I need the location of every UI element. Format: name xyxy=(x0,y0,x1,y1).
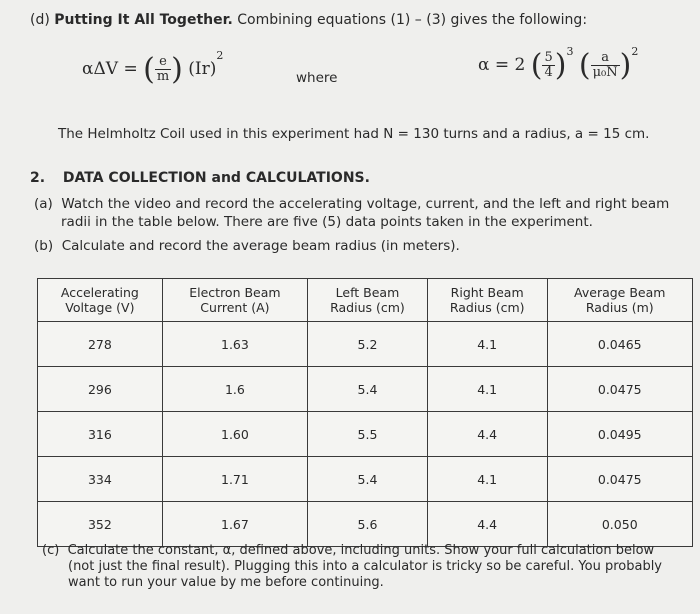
section-d-label: (d) xyxy=(30,12,50,28)
section-d-text: Combining equations (1) – (3) gives the following: xyxy=(237,12,588,28)
equation-ir: (Ir) xyxy=(188,59,217,79)
cell-voltage: 278 xyxy=(38,322,163,367)
alpha-lhs: α = 2 xyxy=(478,55,526,75)
header-current: Electron Beam Current (A) xyxy=(162,279,307,322)
section-2-title: DATA COLLECTION and CALCULATIONS. xyxy=(62,170,370,186)
table-row xyxy=(38,457,693,502)
table-row xyxy=(38,367,693,412)
cell-left-radius: 5.5 xyxy=(308,412,428,457)
coil-description: The Helmholtz Coil used in this experiment had N = 130 turns and a radius, a = 15 cm. xyxy=(58,126,650,142)
cell-average-radius: 0.0475 xyxy=(547,367,692,412)
instruction-c-line2: (not just the final result). Plugging this into a calculator is tricky so be careful. You probably xyxy=(68,559,662,574)
cell-average-radius: 0.0465 xyxy=(547,322,692,367)
table-row xyxy=(38,412,693,457)
cell-current: 1.60 xyxy=(162,412,307,457)
cell-average-radius: 0.0495 xyxy=(547,412,692,457)
cell-voltage: 316 xyxy=(38,412,163,457)
header-left-radius: Left Beam Radius (cm) xyxy=(308,279,428,322)
cell-left-radius: 5.6 xyxy=(308,502,428,547)
cell-right-radius: 4.1 xyxy=(427,457,547,502)
header-right-radius: Right Beam Radius (cm) xyxy=(427,279,547,322)
header-voltage: Accelerating Voltage (V) xyxy=(38,279,163,322)
cell-average-radius: 0.050 xyxy=(547,502,692,547)
equation-lhs: αΔV = xyxy=(82,59,138,79)
fraction-five-fourths: $\frac{5}{4}$ xyxy=(544,50,553,80)
instruction-c-line3: want to run your value by me before continuing. xyxy=(68,575,384,590)
cell-left-radius: 5.4 xyxy=(308,457,428,502)
fraction-e-over-m: $\frac{e}{m}$ xyxy=(156,54,170,84)
cell-right-radius: 4.1 xyxy=(427,322,547,367)
where-text: where xyxy=(296,70,338,86)
cell-right-radius: 4.4 xyxy=(427,502,547,547)
cell-current: 1.67 xyxy=(162,502,307,547)
cell-current: 1.63 xyxy=(162,322,307,367)
cell-voltage: 296 xyxy=(38,367,163,412)
cell-current: 1.71 xyxy=(162,457,307,502)
data-table xyxy=(37,278,693,547)
cell-right-radius: 4.1 xyxy=(427,367,547,412)
header-average-radius: Average Beam Radius (m) xyxy=(547,279,692,322)
instruction-a-cont: radii in the table below. There are five (5) data points taken in the experiment. xyxy=(61,214,593,230)
table-header-row xyxy=(38,279,693,322)
instruction-b: (b) Calculate and record the average beam radius (in meters). xyxy=(34,238,460,254)
instruction-a: (a) Watch the video and record the accelerating voltage, current, and the left and right beam xyxy=(34,196,670,212)
section-d-title: Putting It All Together. xyxy=(54,12,233,28)
section-d-heading xyxy=(30,12,587,28)
section-2-heading: 2. DATA COLLECTION and CALCULATIONS. xyxy=(30,170,370,186)
cell-voltage: 352 xyxy=(38,502,163,547)
instruction-c: (c) Calculate the constant, α, defined above, including units. Show your full calculation below xyxy=(42,543,655,558)
fraction-a-over-mu0n: $\frac{a}{\text{μ₀N}}$ xyxy=(592,50,618,80)
cell-left-radius: 5.2 xyxy=(308,322,428,367)
cell-left-radius: 5.4 xyxy=(308,367,428,412)
equation-alpha: α = 2 ( $\frac{5}{4}$ )$^3$ ( $\frac{a}{\text{μ₀N}}$ )$^2$ xyxy=(478,45,639,83)
equation-alpha-dv: αΔV = ( $\frac{e}{m}$ ) $(Ir)^2$ xyxy=(82,49,224,87)
cell-average-radius: 0.0475 xyxy=(547,457,692,502)
cell-current: 1.6 xyxy=(162,367,307,412)
cell-right-radius: 4.4 xyxy=(427,412,547,457)
table-row xyxy=(38,502,693,547)
table-row xyxy=(38,322,693,367)
cell-voltage: 334 xyxy=(38,457,163,502)
